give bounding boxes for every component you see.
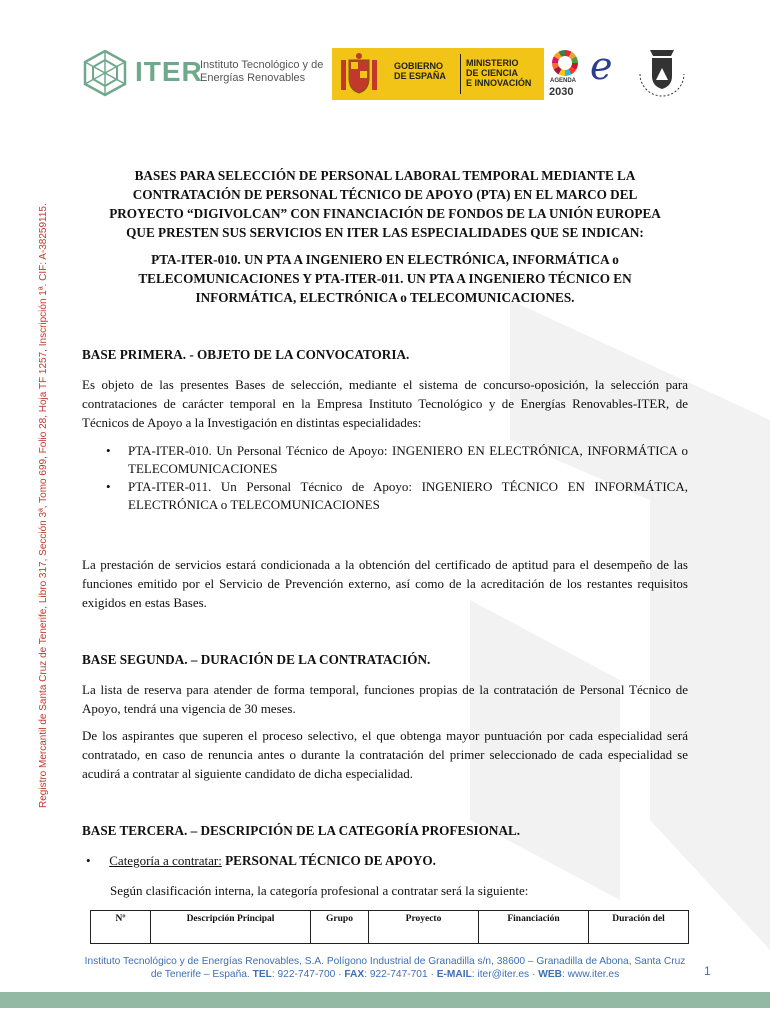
footer-email-label: E-MAIL xyxy=(436,969,472,980)
categoria-value: PERSONAL TÉCNICO DE APOYO. xyxy=(225,853,436,868)
list-item: • PTA-ITER-010. Un Personal Técnico de Apoyo: INGENIERO EN ELECTRÓNICA, INFORMÁTICA o TELECOMUNICACIONES xyxy=(100,442,688,478)
footer-web-label: WEB xyxy=(538,969,562,980)
ministerio-line3: E INNOVACIÓN xyxy=(466,78,532,88)
footer-email: : iter@iter.es · xyxy=(471,969,536,980)
sdg-wheel-center xyxy=(558,56,572,70)
table-header-cell: Financiación xyxy=(479,911,589,944)
gobierno-logo xyxy=(332,48,544,100)
iter-logo xyxy=(80,48,330,98)
title-line4: QUE PRESTEN SUS SERVICIOS EN ITER LAS ESPECIALIDADES QUE SE INDICAN: xyxy=(126,225,644,240)
ministerio-line2: DE CIENCIA xyxy=(466,68,519,78)
spain-coat-of-arms-icon xyxy=(338,52,380,96)
base-segunda-paragraph-2: De los aspirantes que superen el proceso selectivo, el que obtenga mayor puntuación por cada especialidad será contratado, en caso de renuncia antes o durante la contratación del primer seleccionado de cada especialidad se acudirá a contratar al siguiente candidato de dicha especialidad. xyxy=(82,728,688,781)
table-header-cell: Nº xyxy=(91,911,151,944)
cabildo-tenerife-logo xyxy=(632,42,692,106)
title-line3: PROYECTO “DIGIVOLCAN” CON FINANCIACIÓN DE FONDOS DE LA UNIÓN EUROPEA xyxy=(109,206,661,221)
footer-fax-label: FAX xyxy=(344,969,365,980)
base-tercera-heading: BASE TERCERA. – DESCRIPCIÓN DE LA CATEGORÍA PROFESIONAL. xyxy=(82,823,521,838)
base-segunda-heading: BASE SEGUNDA. – DURACIÓN DE LA CONTRATACIÓN. xyxy=(82,652,431,667)
footer-address-line2: de Tenerife – España. xyxy=(150,969,250,980)
table-header-row xyxy=(91,911,689,944)
ministerio-text xyxy=(466,58,531,88)
table-header-cell: Grupo xyxy=(311,911,369,944)
categoria-table xyxy=(90,910,689,944)
subtitle-line3: INFORMÁTICA, ELECTRÓNICA o TELECOMUNICACIONES. xyxy=(195,290,575,305)
agenda-2030-logo xyxy=(548,48,584,100)
registry-side-text: Registro Mercantil de Santa Cruz de Tenerife, Libro 317, Sección 3ª, Tomo 699, Folio 28, Hoja TF 1257, Inscripción 1ª. CIF: A-38259115. xyxy=(38,203,49,808)
bullet-mark: • xyxy=(86,853,91,868)
header-logos xyxy=(0,40,770,110)
gobierno-divider xyxy=(460,54,461,94)
base-primera-paragraph-2: La prestación de servicios estará condicionada a la obtención del certificado de aptitud para el desempeño de las funciones emitido por el Servicio de Prevención externo, así como de la acreditación de los restantes requisitos exigidos en estas Bases. xyxy=(82,557,688,610)
list-item: • PTA-ITER-011. Un Personal Técnico de Apoyo: INGENIERO TÉCNICO EN INFORMÁTICA, ELECTRÓNICA o TELECOMUNICACIONES xyxy=(100,478,688,514)
document-title xyxy=(82,166,688,242)
table-header-cell: Descripción Principal xyxy=(151,911,311,944)
page-number: 1 xyxy=(704,964,711,978)
title-line2: CONTRATACIÓN DE PERSONAL TÉCNICO DE APOYO (PTA) EN EL MARCO DEL xyxy=(132,187,638,202)
gobierno-line2: DE ESPAÑA xyxy=(394,71,446,81)
categoria-line xyxy=(86,853,436,869)
iter-subtitle-line2: Energías Renovables xyxy=(200,72,306,84)
base-segunda-paragraph-1: La lista de reserva para atender de forma temporal, funciones propias de la contratación de Personal Técnico de Apoyo, tendrá una vigencia de 30 meses. xyxy=(82,682,688,716)
subtitle-line1: PTA-ITER-010. UN PTA A INGENIERO EN ELECTRÓNICA, INFORMÁTICA o xyxy=(151,252,619,267)
iter-mark-icon xyxy=(80,48,130,98)
iter-subtitle xyxy=(200,59,340,85)
page-footer xyxy=(40,955,730,981)
agenda-year: 2030 xyxy=(549,86,574,98)
footer-fax: : 922-747-701 · xyxy=(364,969,434,980)
iter-wordmark: ITER xyxy=(135,56,203,87)
table-header-cell: Duración del xyxy=(589,911,689,944)
document-subtitle xyxy=(82,250,688,307)
ministerio-line1: MINISTERIO xyxy=(466,58,519,68)
footer-tel: : 922-747-700 · xyxy=(271,969,342,980)
gobierno-text xyxy=(394,61,446,81)
footer-contact-line xyxy=(40,968,730,981)
clasificacion-text: Según clasificación interna, la categoría profesional a contratar será la siguiente: xyxy=(110,883,529,898)
categoria-label: Categoría a contratar: xyxy=(109,853,222,868)
footer-address-line1: Instituto Tecnológico y de Energías Renovables, S.A. Polígono Industrial de Granadilla s/n, 38600 – Granadilla de Abona, Santa Cruz xyxy=(84,956,686,967)
gobierno-line1: GOBIERNO xyxy=(394,61,444,71)
footer-bar xyxy=(0,992,770,1008)
base-primera-heading: BASE PRIMERA. - OBJETO DE LA CONVOCATORIA. xyxy=(82,347,410,362)
aei-e-icon: e xyxy=(590,44,613,88)
aei-logo xyxy=(588,44,624,98)
footer-web: : www.iter.es xyxy=(561,969,620,980)
table-header-cell: Proyecto xyxy=(369,911,479,944)
especialidades-list xyxy=(100,442,688,514)
footer-tel-label: TEL xyxy=(252,969,272,980)
agenda-label: AGENDA xyxy=(550,78,577,84)
title-line1: BASES PARA SELECCIÓN DE PERSONAL LABORAL TEMPORAL MEDIANTE LA xyxy=(134,168,636,183)
iter-subtitle-line1: Instituto Tecnológico y de xyxy=(200,59,324,71)
base-primera-paragraph: Es objeto de las presentes Bases de selección, mediante el sistema de concurso-oposición, la selección para contrataciones de carácter temporal en la Empresa Instituto Tecnológico y de Energías Renovables-ITER, de Técnicos de Apoyo a la Investigación en distintas especialidades: xyxy=(82,377,688,430)
subtitle-line2: TELECOMUNICACIONES Y PTA-ITER-011. UN PTA A INGENIERO TÉCNICO EN xyxy=(138,271,632,286)
